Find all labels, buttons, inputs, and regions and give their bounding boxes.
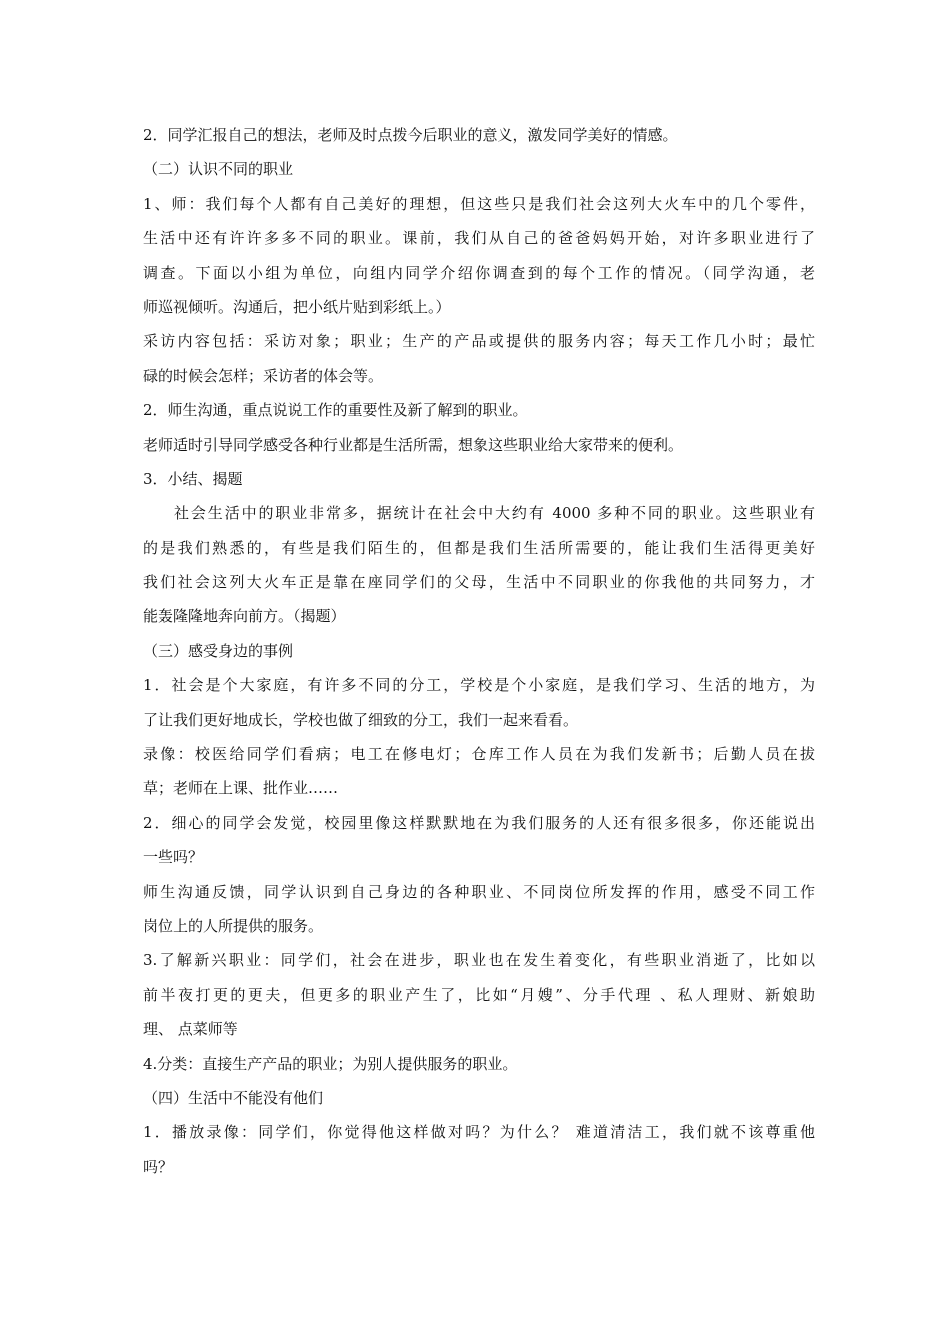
text-line: 录像：校医给同学们看病；电工在修电灯；仓库工作人员在为我们发新书；后勤人员在拔 <box>143 745 815 764</box>
text-line: 1．社会是个大家庭，有许多不同的分工，学校是个小家庭，是我们学习、生活的地方，为 <box>143 676 815 695</box>
text-line: 前半夜打更的更夫，但更多的职业产生了，比如“月嫂”、分手代理 、私人理财、新娘助 <box>143 985 815 1004</box>
text-line: 我们社会这列大火车正是靠在座同学们的父母，生活中不同职业的你我他的共同努力，才 <box>143 573 815 592</box>
text-line: 2．同学汇报自己的想法，老师及时点拨今后职业的意义，激发同学美好的情感。 <box>143 126 678 144</box>
text-line: 2．师生沟通，重点说说工作的重要性及新了解到的职业。 <box>143 401 528 420</box>
text-line: （三）感受身边的事例 <box>143 641 294 660</box>
text-line: 2．细心的同学会发觉，校园里像这样默默地在为我们服务的人还有很多很多，你还能说出 <box>143 813 815 832</box>
text-line: 岗位上的人所提供的服务。 <box>143 916 324 935</box>
text-line: 草；老师在上课、批作业…… <box>143 779 339 798</box>
text-line: 3．小结、揭题 <box>143 469 243 488</box>
document-body <box>143 118 815 1184</box>
text-line: 的是我们熟悉的，有些是我们陌生的，但都是我们生活所需要的，能让我们生活得更美好 <box>143 538 815 557</box>
text-line: 社会生活中的职业非常多，据统计在社会中大约有 4000 多种不同的职业。这些职业有 <box>174 504 815 523</box>
text-line: （四）生活中不能没有他们 <box>143 1088 324 1107</box>
text-line: 调查。下面以小组为单位，向组内同学介绍你调查到的每个工作的情况。（同学沟通，老 <box>143 263 815 282</box>
text-line: 3.了解新兴职业：同学们，社会在进步，职业也在发生着变化，有些职业消逝了，比如以 <box>143 951 815 970</box>
text-line: 能轰隆隆地奔向前方。（揭题） <box>143 607 346 626</box>
text-line: 碌的时候会怎样；采访者的体会等。 <box>143 366 384 385</box>
text-line: 1．播放录像：同学们，你觉得他这样做对吗？为什么？ 难道清洁工，我们就不该尊重他 <box>143 1123 815 1142</box>
text-line: 老师适时引导同学感受各种行业都是生活所需，想象这些职业给大家带来的便利。 <box>143 435 684 454</box>
text-line: 了让我们更好地成长，学校也做了细致的分工，我们一起来看看。 <box>143 710 579 729</box>
text-line: 师巡视倾听。沟通后，把小纸片贴到彩纸上。） <box>143 297 451 316</box>
text-line: 4.分类：直接生产产品的职业；为别人提供服务的职业。 <box>143 1054 518 1073</box>
text-line: 理、 点菜师等 <box>143 1020 238 1039</box>
text-line: 一些吗？ <box>143 848 204 867</box>
text-line: 吗？ <box>143 1157 174 1176</box>
text-line: 师生沟通反馈，同学认识到自己身边的各种职业、不同岗位所发挥的作用，感受不同工作 <box>143 882 815 901</box>
text-line: （二）认识不同的职业 <box>143 160 294 179</box>
text-line: 生活中还有许许多多不同的职业。课前，我们从自己的爸爸妈妈开始，对许多职业进行了 <box>143 229 815 248</box>
text-line: 采访内容包括：采访对象；职业；生产的产品或提供的服务内容；每天工作几小时；最忙 <box>143 332 815 351</box>
text-line: 1、师：我们每个人都有自己美好的理想，但这些只是我们社会这列大火车中的几个零件， <box>143 194 815 213</box>
